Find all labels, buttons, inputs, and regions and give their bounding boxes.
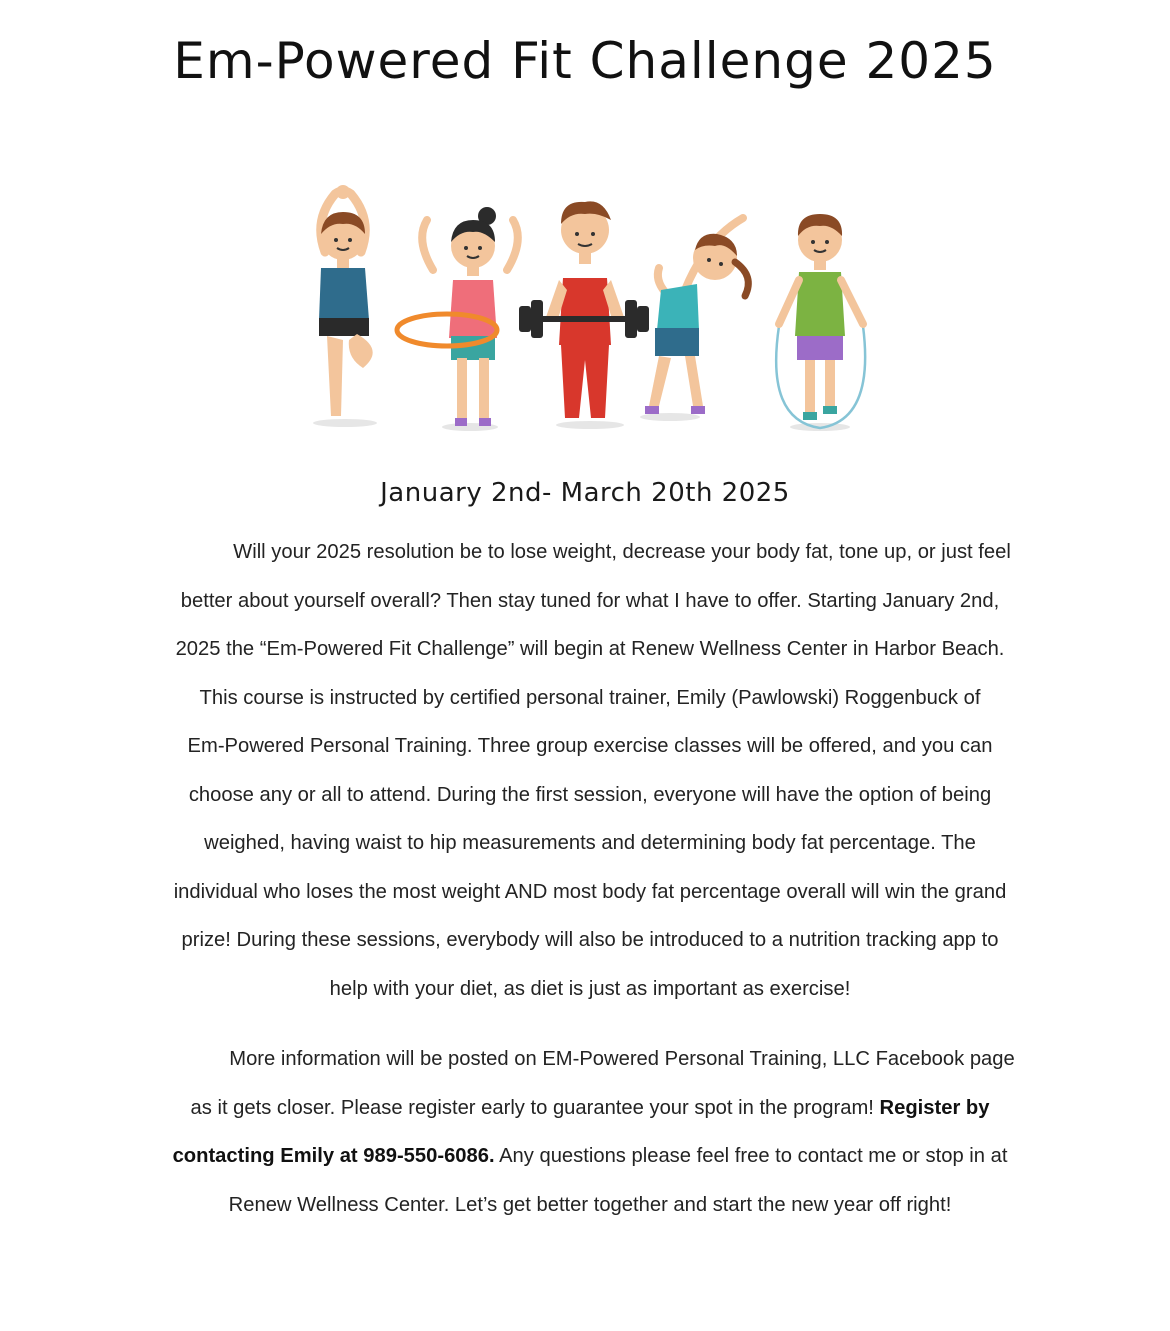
paragraph-line	[140, 1132, 1040, 1181]
yoga-person-figure	[319, 185, 373, 416]
paragraph-line: weighed, having waist to hip measurements and determining body fat percentage. The	[204, 832, 976, 854]
date-range: January 2nd- March 20th 2025	[380, 478, 790, 508]
paragraph-line: help with your diet, as diet is just as important as exercise!	[329, 977, 851, 1000]
fitness-people-illustration	[285, 180, 905, 440]
paragraph-line: Will your 2025 resolution be to lose weight, decrease your body fat, tone up, or just feel	[233, 541, 1011, 563]
jump-rope-person-figure	[776, 214, 865, 428]
paragraph-line: prize! During these sessions, everybody will also be introduced to a nutrition tracking app to	[181, 929, 999, 951]
page-title: Em-Powered Fit Challenge 2025	[173, 32, 997, 90]
register-callout: Register by	[879, 1096, 990, 1119]
barbell-person-figure	[519, 201, 649, 418]
paragraph-line: 2025 the “Em-Powered Fit Challenge” will begin at Renew Wellness Center in Harbor Beach.	[175, 638, 1005, 660]
paragraph-line: individual who loses the most weight AND most body fat percentage overall will win the grand	[173, 880, 1007, 903]
paragraph-text: Any questions please feel free to contact me or stop in at	[494, 1145, 1008, 1167]
hula-hoop-person-figure	[397, 207, 518, 426]
paragraph-line: This course is instructed by certified personal trainer, Emily (Pawlowski) Roggenbuck of	[199, 686, 981, 709]
contact-phone-callout: contacting Emily at 989-550-6086.	[172, 1145, 495, 1167]
ground-shadows	[313, 413, 850, 431]
intro-paragraph	[140, 528, 1040, 1013]
paragraph-line: Em-Powered Personal Training. Three group exercise classes will be offered, and you can	[187, 735, 993, 757]
registration-paragraph	[140, 1035, 1040, 1229]
paragraph-text: as it gets closer. Please register early to guarantee your spot in the program!	[190, 1096, 880, 1119]
stretching-person-figure	[645, 218, 748, 414]
paragraph-line: choose any or all to attend. During the first session, everyone will have the option of being	[188, 783, 992, 806]
paragraph-line: Renew Wellness Center. Let’s get better together and start the new year off right!	[228, 1193, 952, 1216]
paragraph-line	[140, 1084, 1040, 1133]
paragraph-line: better about yourself overall? Then stay tuned for what I have to offer. Starting January 2nd,	[180, 589, 1000, 612]
paragraph-line: More information will be posted on EM-Powered Personal Training, LLC Facebook page	[229, 1048, 1015, 1070]
